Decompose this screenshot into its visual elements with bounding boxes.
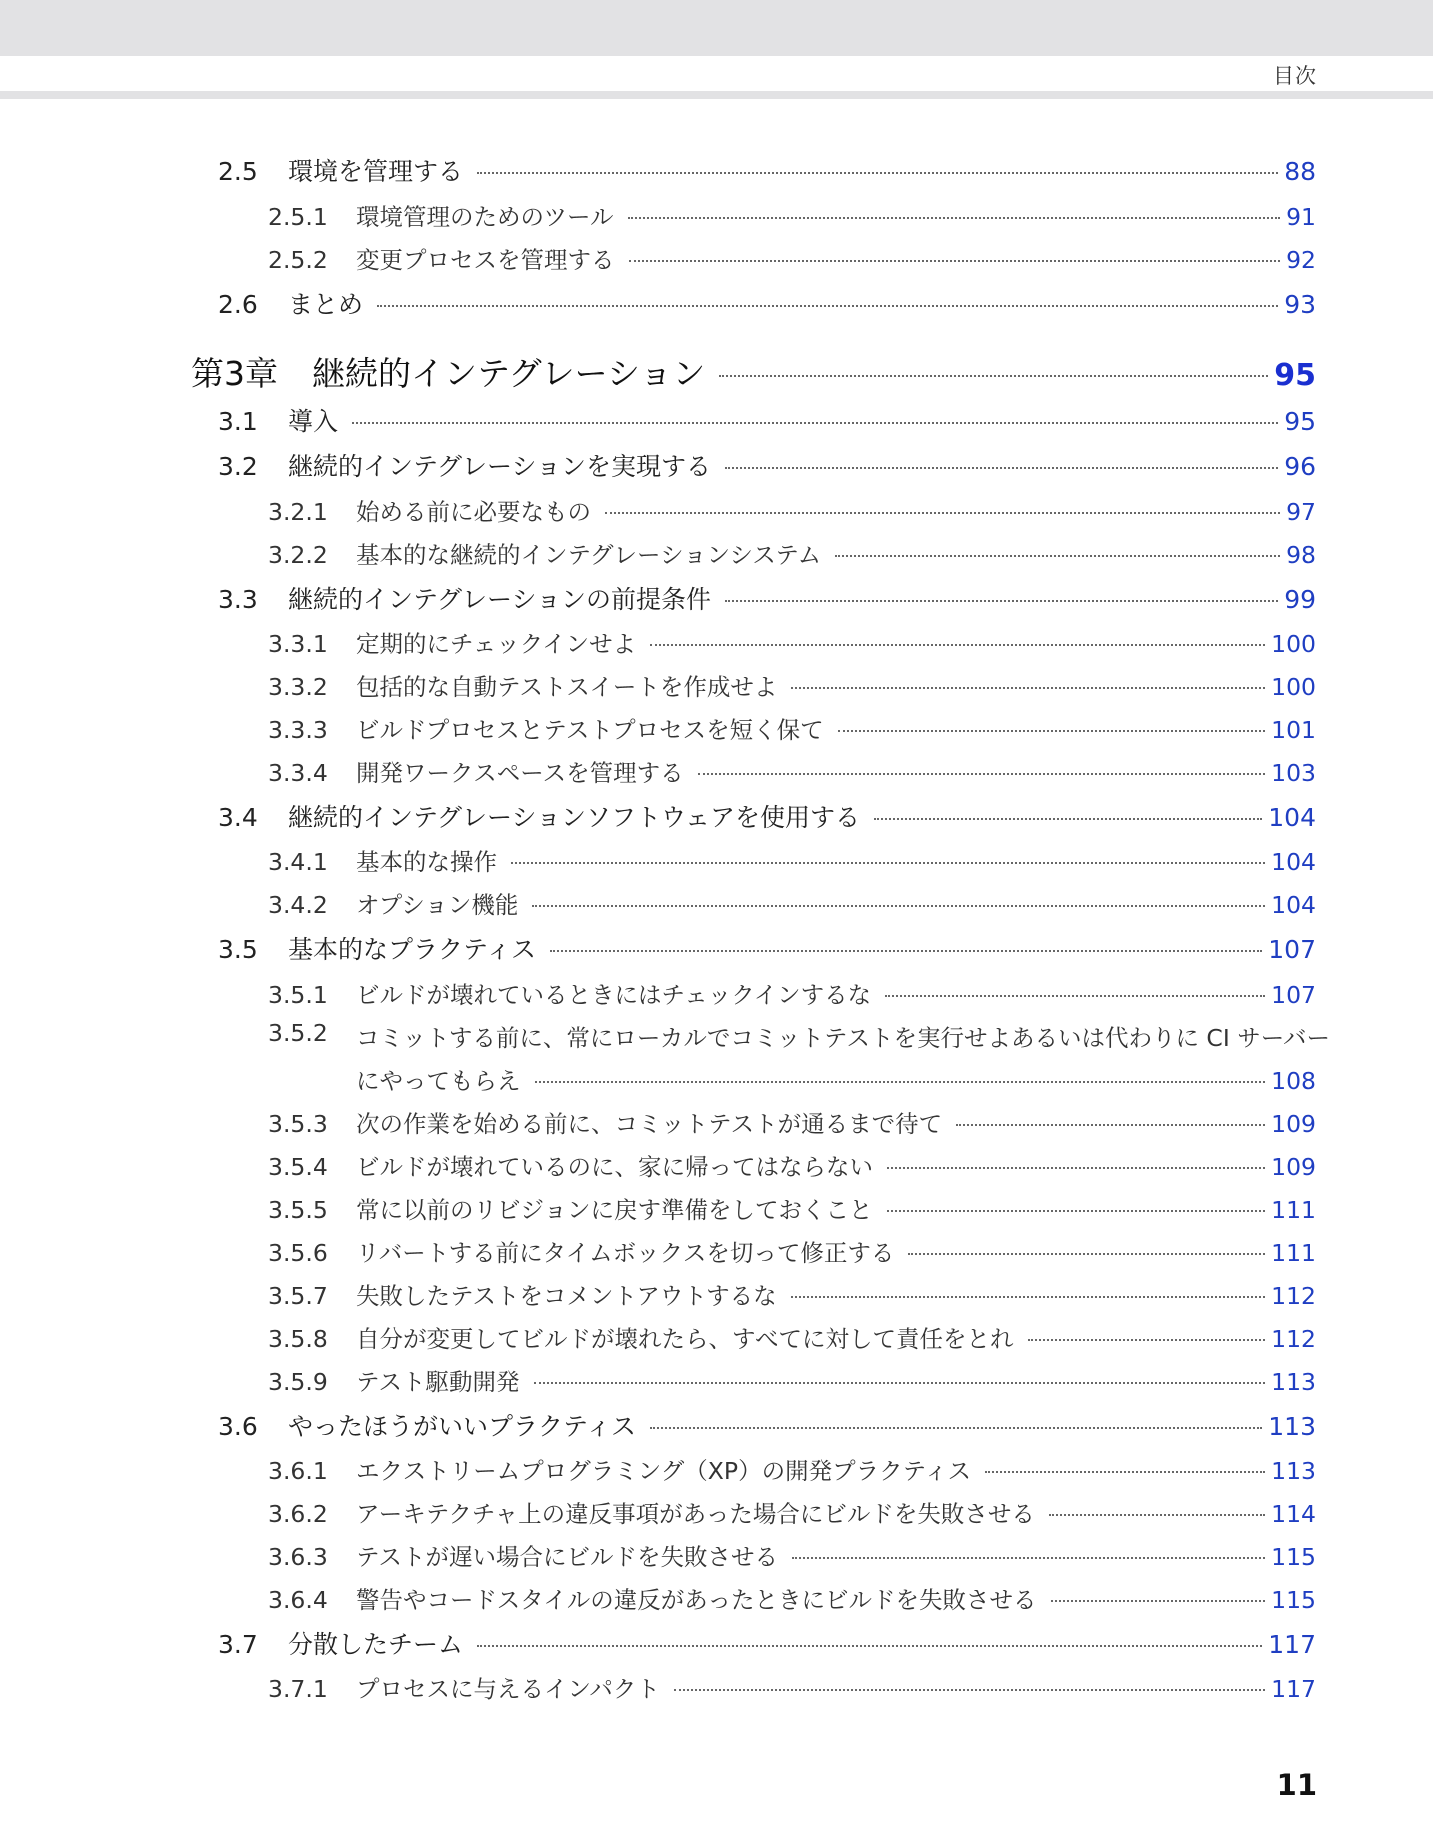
toc-entry[interactable]	[268, 843, 1316, 877]
toc-entry[interactable]	[268, 1320, 1316, 1354]
dot-leader	[550, 950, 1262, 952]
toc-title: 基本的な継続的インテグレーションシステム	[356, 541, 822, 569]
toc-number: 3.2	[218, 452, 258, 481]
dot-leader	[534, 1382, 1266, 1384]
toc-entry[interactable]	[268, 668, 1316, 702]
toc-entry[interactable]	[218, 798, 1316, 834]
toc-entry[interactable]	[268, 198, 1316, 232]
dot-leader	[650, 644, 1265, 646]
toc-title: テスト駆動開発	[356, 1368, 520, 1396]
toc-title: 警告やコードスタイルの違反があったときにビルドを失敗させる	[356, 1586, 1037, 1614]
toc-entry[interactable]	[268, 1538, 1316, 1572]
toc-entry[interactable]	[268, 1234, 1316, 1268]
toc-number: 2.5.1	[268, 203, 328, 231]
toc-page: 113	[1268, 1412, 1316, 1441]
toc-number: 3.4.1	[268, 848, 328, 876]
toc-entry[interactable]	[268, 1105, 1316, 1139]
toc-number: 3.5.6	[268, 1239, 328, 1267]
toc-page: 92	[1286, 246, 1316, 274]
dot-leader	[887, 1167, 1265, 1169]
toc-entry[interactable]	[218, 1407, 1316, 1443]
toc-entry[interactable]	[268, 625, 1316, 659]
toc-entry[interactable]	[218, 285, 1316, 321]
toc-entry[interactable]	[268, 1191, 1316, 1225]
toc-title: プロセスに与えるインパクト	[356, 1675, 660, 1703]
dot-leader	[885, 995, 1265, 997]
toc-number: 3.6.4	[268, 1586, 328, 1614]
toc-page: 111	[1271, 1239, 1316, 1267]
toc-page: 97	[1286, 498, 1316, 526]
toc-number: 3.5.3	[268, 1110, 328, 1138]
toc-entry[interactable]	[218, 447, 1316, 483]
toc-entry[interactable]	[268, 241, 1316, 275]
toc-title: 次の作業を始める前に、コミットテストが通るまで待て	[356, 1110, 943, 1138]
dot-leader	[1051, 1600, 1266, 1602]
dot-leader	[838, 730, 1265, 732]
toc-entry[interactable]	[268, 536, 1316, 570]
toc-title: 分散したチーム	[288, 1630, 464, 1659]
toc-entry[interactable]	[218, 580, 1316, 616]
toc-title: 常に以前のリビジョンに戻す準備をしておくこと	[356, 1196, 873, 1224]
toc-title: 変更プロセスを管理する	[356, 246, 615, 274]
toc-page: 100	[1271, 673, 1316, 701]
toc-number: 3.5.8	[268, 1325, 328, 1353]
toc-number: 3.7	[218, 1630, 258, 1659]
dot-leader	[477, 1645, 1262, 1647]
toc-entry[interactable]	[218, 402, 1316, 438]
toc-page: 104	[1271, 848, 1316, 876]
toc-number: 3.5.9	[268, 1368, 328, 1396]
toc-number: 3.6.2	[268, 1500, 328, 1528]
toc-chapter-entry[interactable]	[191, 348, 1316, 395]
chapter-title: 継続的インテグレーション	[312, 354, 706, 393]
toc-page: 114	[1271, 1500, 1316, 1528]
toc-page: 104	[1268, 803, 1316, 832]
toc-page: 91	[1286, 203, 1316, 231]
toc-page: 117	[1271, 1675, 1316, 1703]
toc-title: 自分が変更してビルドが壊れたら、すべてに対して責任をとれ	[356, 1325, 1014, 1353]
toc-number: 3.4	[218, 803, 258, 832]
toc-number: 3.3.1	[268, 630, 328, 658]
toc-title: 継続的インテグレーションを実現する	[288, 452, 712, 481]
dot-leader	[532, 905, 1265, 907]
toc-entry[interactable]	[268, 1495, 1316, 1529]
toc-entry[interactable]	[268, 1581, 1316, 1615]
toc-title: リバートする前にタイムボックスを切って修正する	[356, 1239, 895, 1267]
toc-number: 3.5.1	[268, 981, 328, 1009]
toc-title: 継続的インテグレーションの前提条件	[288, 585, 712, 614]
chapter-number: 第3章	[191, 354, 278, 393]
dot-leader	[377, 305, 1278, 307]
dot-leader	[874, 818, 1262, 820]
toc-number: 2.5.2	[268, 246, 328, 274]
toc-page: 108	[1271, 1067, 1316, 1095]
toc-entry[interactable]	[218, 152, 1316, 188]
toc-page: 103	[1271, 759, 1316, 787]
header-rule	[0, 91, 1433, 99]
toc-page: 115	[1271, 1543, 1316, 1571]
toc-title: 環境管理のためのツール	[356, 203, 614, 231]
toc-title: 導入	[288, 407, 339, 436]
toc-page: 113	[1271, 1457, 1316, 1485]
toc-number: 3.6.1	[268, 1457, 328, 1485]
top-header-band	[0, 0, 1433, 56]
toc-title: 包括的な自動テストスイートを作成せよ	[356, 673, 778, 701]
toc-page: 95	[1284, 407, 1316, 436]
toc-page: 109	[1271, 1153, 1316, 1181]
toc-page: 100	[1271, 630, 1316, 658]
dot-leader	[1028, 1339, 1266, 1341]
toc-number: 3.3.2	[268, 673, 328, 701]
toc-entry[interactable]	[268, 976, 1316, 1010]
toc-title: 環境を管理する	[288, 157, 464, 186]
dot-leader	[908, 1253, 1265, 1255]
dot-leader	[477, 172, 1278, 174]
toc-number: 2.6	[218, 290, 258, 319]
toc-entry-continuation[interactable]	[356, 1062, 1316, 1096]
dot-leader	[725, 600, 1278, 602]
toc-title: 失敗したテストをコメントアウトするな	[356, 1282, 777, 1310]
toc-number: 3.6.3	[268, 1543, 328, 1571]
toc-entry[interactable]	[268, 1363, 1316, 1397]
toc-title: テストが遅い場合にビルドを失敗させる	[356, 1543, 779, 1571]
dot-leader	[956, 1124, 1265, 1126]
toc-entry[interactable]	[268, 886, 1316, 920]
dot-leader	[791, 687, 1265, 689]
toc-entry-multiline[interactable]	[268, 1019, 1330, 1053]
toc-number: 3.2.1	[268, 498, 328, 526]
toc-page: 88	[1284, 157, 1316, 186]
toc-title: エクストリームプログラミング（XP）の開発プラクティス	[356, 1457, 972, 1485]
toc-entry[interactable]	[268, 711, 1316, 745]
toc-title-continuation: にやってもらえ	[356, 1067, 521, 1095]
toc-title: ビルドが壊れているときにはチェックインするな	[356, 981, 872, 1009]
toc-number: 3.1	[218, 407, 258, 436]
toc-title: アーキテクチャ上の違反事項があった場合にビルドを失敗させる	[356, 1500, 1035, 1528]
toc-entry[interactable]	[218, 1625, 1316, 1661]
page-number: 11	[1276, 1768, 1317, 1802]
dot-leader	[674, 1689, 1265, 1691]
toc-page: 107	[1268, 935, 1316, 964]
dot-leader	[719, 375, 1268, 377]
toc-page: 99	[1284, 585, 1316, 614]
toc-number: 3.2.2	[268, 541, 328, 569]
toc-title: やったほうがいいプラクティス	[288, 1412, 637, 1441]
toc-entry[interactable]	[268, 1452, 1316, 1486]
dot-leader	[605, 512, 1280, 514]
chapter-page: 95	[1274, 358, 1316, 393]
toc-entry[interactable]	[268, 1277, 1316, 1311]
toc-page: 104	[1271, 891, 1316, 919]
toc-page: 107	[1271, 981, 1316, 1009]
dot-leader	[985, 1471, 1265, 1473]
dot-leader	[698, 773, 1266, 775]
toc-title: 基本的な操作	[356, 848, 497, 876]
toc-number: 3.3.4	[268, 759, 328, 787]
dot-leader	[792, 1557, 1265, 1559]
toc-number: 3.5.4	[268, 1153, 328, 1181]
dot-leader	[725, 467, 1278, 469]
toc-number: 3.3.3	[268, 716, 328, 744]
toc-number: 3.5	[218, 935, 258, 964]
toc-page: 111	[1271, 1196, 1316, 1224]
dot-leader	[835, 555, 1280, 557]
toc-title: ビルドプロセスとテストプロセスを短く保て	[356, 716, 824, 744]
toc-title: まとめ	[288, 290, 364, 319]
toc-page: 93	[1284, 290, 1316, 319]
toc-page: 109	[1271, 1110, 1316, 1138]
dot-leader	[791, 1296, 1265, 1298]
toc-number: 2.5	[218, 157, 258, 186]
dot-leader	[352, 422, 1278, 424]
toc-entry[interactable]	[268, 493, 1316, 527]
toc-page: 96	[1284, 452, 1316, 481]
toc-page: 113	[1271, 1368, 1316, 1396]
toc-page: 98	[1286, 541, 1316, 569]
toc-page: 117	[1268, 1630, 1316, 1659]
toc-page: 115	[1271, 1586, 1316, 1614]
toc-title: 継続的インテグレーションソフトウェアを使用する	[288, 803, 861, 832]
toc-entry[interactable]	[268, 1148, 1316, 1182]
toc-page: 101	[1271, 716, 1316, 744]
running-title: 目次	[1273, 64, 1317, 88]
toc-number: 3.6	[218, 1412, 258, 1441]
toc-title: 開発ワークスペースを管理する	[356, 759, 684, 787]
dot-leader	[511, 862, 1265, 864]
toc-title: オプション機能	[356, 891, 519, 919]
dot-leader	[1049, 1514, 1265, 1516]
toc-number: 3.4.2	[268, 891, 328, 919]
dot-leader	[535, 1081, 1266, 1083]
toc-number: 3.5.5	[268, 1196, 328, 1224]
toc-page: 112	[1271, 1325, 1316, 1353]
toc-title: 定期的にチェックインせよ	[356, 630, 637, 658]
toc-entry[interactable]	[268, 754, 1316, 788]
toc-page: 112	[1271, 1282, 1316, 1310]
toc-entry[interactable]	[218, 930, 1316, 966]
toc-title: 始める前に必要なもの	[356, 498, 591, 526]
dot-leader	[629, 260, 1281, 262]
toc-number: 3.5.7	[268, 1282, 328, 1310]
toc-number: 3.5.2	[268, 1019, 328, 1047]
toc-entry[interactable]	[268, 1670, 1316, 1704]
dot-leader	[628, 217, 1281, 219]
toc-title: ビルドが壊れているのに、家に帰ってはならない	[356, 1153, 873, 1181]
dot-leader	[650, 1427, 1262, 1429]
toc-number: 3.3	[218, 585, 258, 614]
dot-leader	[887, 1210, 1266, 1212]
toc-title: コミットする前に、常にローカルでコミットテストを実行せよあるいは代わりに CI サーバー	[356, 1024, 1331, 1052]
toc-title: 基本的なプラクティス	[288, 935, 537, 964]
toc-number: 3.7.1	[268, 1675, 328, 1703]
